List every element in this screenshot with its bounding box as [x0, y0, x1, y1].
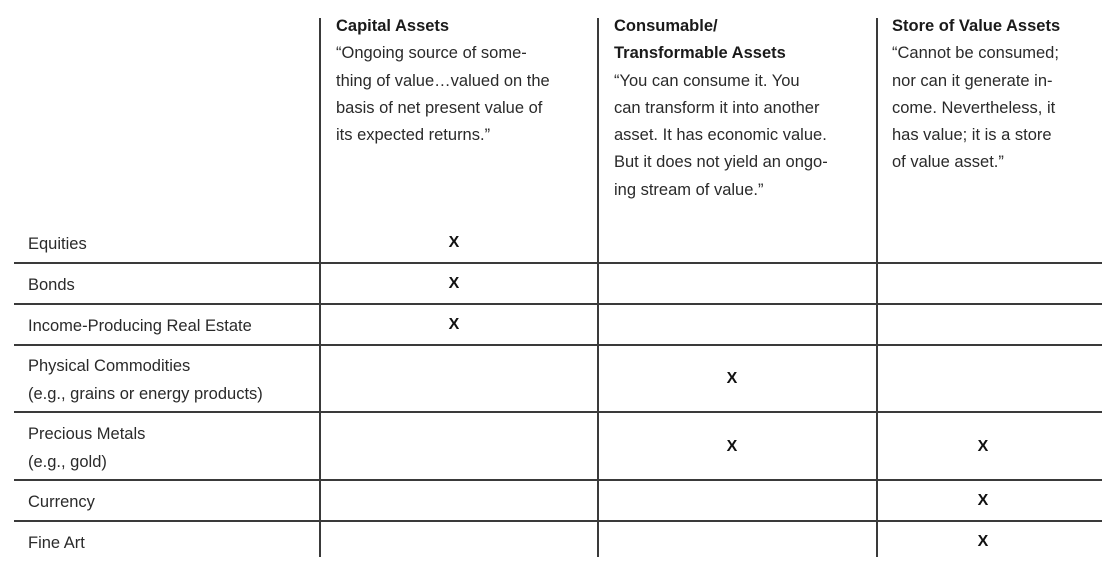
mark-currency-store: X: [977, 492, 989, 509]
mark-precious-metals-consumable: X: [726, 438, 738, 455]
row-label-currency: Currency: [28, 493, 95, 511]
column-title: Store of Value Assets: [892, 17, 1061, 35]
row-label-precious-metals: Precious Metals (e.g., gold): [28, 425, 146, 471]
column-title: Consumable/ Transformable Assets: [614, 17, 786, 63]
column-header-capital-assets: [336, 13, 586, 149]
mark-commodities-consumable: X: [726, 370, 738, 387]
mark-precious-metals-store: X: [977, 438, 989, 455]
row-label-physical-commodities: Physical Commodities (e.g., grains or energy products): [28, 357, 263, 403]
mark-fine-art-store: X: [977, 533, 989, 550]
column-quote: “Cannot be consumed; nor can it generate in- come. Nevertheless, it has value; it is a store of value asset.”: [892, 44, 1059, 172]
row-divider: [14, 411, 1102, 413]
row-divider: [14, 520, 1102, 522]
column-header-store-of-value-assets: [892, 13, 1107, 177]
mark-equities-capital: X: [448, 234, 460, 251]
row-divider: [14, 262, 1102, 264]
row-divider: [14, 303, 1102, 305]
row-label-real-estate: Income-Producing Real Estate: [28, 317, 252, 335]
column-divider: [319, 18, 321, 557]
column-quote: “You can consume it. You can transform it into another asset. It has economic value. But it does not yield an ongo- ing stream of value.”: [614, 71, 828, 199]
row-label-fine-art: Fine Art: [28, 534, 85, 552]
column-divider: [597, 18, 599, 557]
column-quote: “Ongoing source of some- thing of value…valued on the basis of net present value of its expected returns.”: [336, 44, 550, 145]
column-header-consumable-assets: [614, 13, 869, 204]
row-label-bonds: Bonds: [28, 276, 75, 294]
column-title: Capital Assets: [336, 17, 450, 35]
row-divider: [14, 344, 1102, 346]
column-divider: [876, 18, 878, 557]
mark-bonds-capital: X: [448, 275, 460, 292]
row-divider: [14, 479, 1102, 481]
mark-real-estate-capital: X: [448, 316, 460, 333]
row-label-equities: Equities: [28, 235, 87, 253]
